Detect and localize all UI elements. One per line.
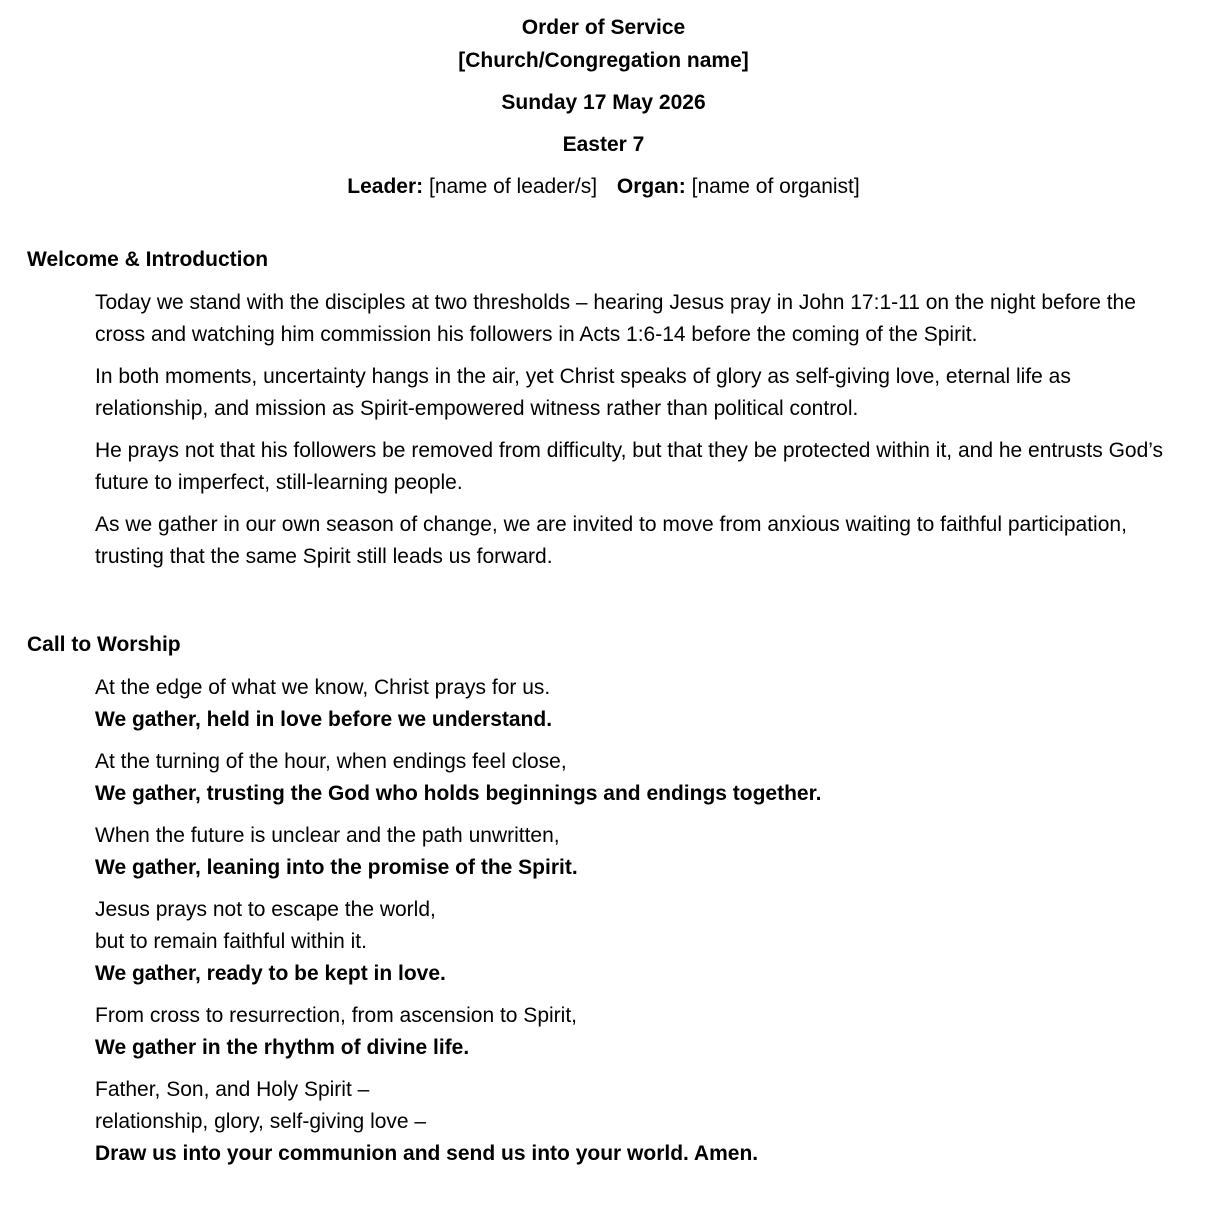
organist-name: [name of organist] — [691, 175, 860, 198]
leader-name: [name of leader/s] — [428, 175, 598, 198]
response-line: We gather in the rhythm of divine life. — [95, 1036, 470, 1059]
organ-label: Organ: — [616, 175, 686, 198]
response-line: We gather, held in love before we understand. — [95, 708, 553, 731]
service-date: Sunday 17 May 2026 — [501, 91, 706, 114]
doc-title: Order of Service — [521, 16, 686, 39]
call-line: but to remain faithful within it. — [95, 930, 367, 953]
leader-label: Leader: — [347, 175, 424, 198]
stanza — [95, 1074, 1180, 1170]
stanza — [95, 894, 1180, 990]
response-line: Draw us into your communion and send us into your world. Amen. — [95, 1142, 759, 1165]
response-line: We gather, leaning into the promise of the Spirit. — [95, 856, 578, 879]
call-line: At the edge of what we know, Christ prays for us. — [95, 676, 551, 699]
document-header — [27, 11, 1180, 203]
liturgical-season: Easter 7 — [562, 133, 645, 156]
stanza — [95, 672, 1180, 736]
call-line: From cross to resurrection, from ascension to Spirit, — [95, 1004, 577, 1027]
response-line: We gather, ready to be kept in love. — [95, 962, 446, 985]
welcome-paragraph: In both moments, uncertainty hangs in the air, yet Christ speaks of glory as self-giving love, eternal life as relationship, and mission as Spirit-empowered witness rather than political control. — [95, 365, 1071, 420]
welcome-heading: Welcome & Introduction — [27, 248, 269, 271]
welcome-body — [95, 287, 1180, 573]
call-to-worship-heading: Call to Worship — [27, 633, 181, 656]
call-line: Father, Son, and Holy Spirit – — [95, 1078, 370, 1101]
welcome-paragraph: Today we stand with the disciples at two thresholds – hearing Jesus pray in John 17:1-11 on the night before the cross and watching him commission his followers in Acts 1:6-14 before the coming of the Spirit. — [95, 291, 1136, 346]
service-leaders-line — [27, 170, 1180, 203]
call-line: Jesus prays not to escape the world, — [95, 898, 436, 921]
church-name: [Church/Congregation name] — [458, 49, 749, 72]
call-line: relationship, glory, self-giving love – — [95, 1110, 427, 1133]
call-line: When the future is unclear and the path unwritten, — [95, 824, 560, 847]
call-line: At the turning of the hour, when endings feel close, — [95, 750, 567, 773]
stanza — [95, 1000, 1180, 1064]
welcome-section — [27, 244, 1180, 573]
stanza — [95, 746, 1180, 810]
welcome-paragraph: He prays not that his followers be removed from difficulty, but that they be protected within it, and he entrusts God’s future to imperfect, still-learning people. — [95, 439, 1164, 494]
call-to-worship-section — [27, 629, 1180, 1170]
response-line: We gather, trusting the God who holds beginnings and endings together. — [95, 782, 822, 805]
welcome-paragraph: As we gather in our own season of change, we are invited to move from anxious waiting to faithful participation, trusting that the same Spirit still leads us forward. — [95, 513, 1127, 568]
call-to-worship-body — [95, 672, 1180, 1170]
stanza — [95, 820, 1180, 884]
